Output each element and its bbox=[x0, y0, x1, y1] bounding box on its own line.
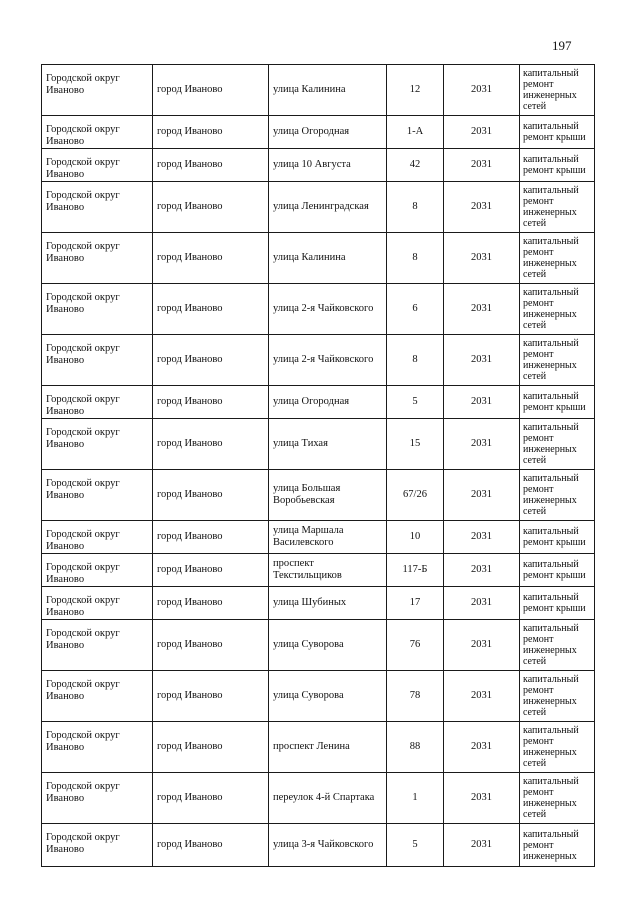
street-cell: проспект Текстильщиков bbox=[269, 554, 387, 587]
street-cell: улица 10 Августа bbox=[269, 149, 387, 182]
table-row bbox=[42, 335, 595, 386]
year-cell: 2031 bbox=[444, 65, 520, 116]
street-cell: улица Огородная bbox=[269, 116, 387, 149]
settlement-cell: город Иваново bbox=[153, 620, 269, 671]
table-row bbox=[42, 386, 595, 419]
year-cell: 2031 bbox=[444, 521, 520, 554]
year-cell: 2031 bbox=[444, 824, 520, 867]
street-cell: улица Тихая bbox=[269, 419, 387, 470]
settlement-cell: город Иваново bbox=[153, 182, 269, 233]
settlement-cell: город Иваново bbox=[153, 386, 269, 419]
house-number-cell: 10 bbox=[387, 521, 444, 554]
year-cell: 2031 bbox=[444, 554, 520, 587]
street-cell: улица Шубиных bbox=[269, 587, 387, 620]
repair-type-cell: капитальный ремонт инженерных сетей bbox=[520, 620, 595, 671]
area-cell: Городской округ Иваново bbox=[42, 419, 153, 470]
year-cell: 2031 bbox=[444, 671, 520, 722]
settlement-cell: город Иваново bbox=[153, 521, 269, 554]
house-number-cell: 67/26 bbox=[387, 470, 444, 521]
table-row bbox=[42, 521, 595, 554]
repair-type-cell: капитальный ремонт инженерных сетей bbox=[520, 335, 595, 386]
year-cell: 2031 bbox=[444, 284, 520, 335]
table-row bbox=[42, 722, 595, 773]
repair-type-cell: капитальный ремонт инженерных сетей bbox=[520, 671, 595, 722]
housing-repair-table bbox=[41, 64, 595, 867]
repair-type-cell: капитальный ремонт инженерных сетей bbox=[520, 470, 595, 521]
table-row bbox=[42, 149, 595, 182]
repair-type-cell: капитальный ремонт крыши bbox=[520, 587, 595, 620]
area-cell: Городской округ Иваново bbox=[42, 587, 153, 620]
repair-type-cell: капитальный ремонт крыши bbox=[520, 116, 595, 149]
table-row bbox=[42, 419, 595, 470]
repair-type-cell: капитальный ремонт инженерных сетей bbox=[520, 419, 595, 470]
area-cell: Городской округ Иваново bbox=[42, 116, 153, 149]
repair-type-cell: капитальный ремонт инженерных bbox=[520, 824, 595, 867]
repair-type-cell: капитальный ремонт крыши bbox=[520, 554, 595, 587]
year-cell: 2031 bbox=[444, 587, 520, 620]
settlement-cell: город Иваново bbox=[153, 587, 269, 620]
street-cell: проспект Ленина bbox=[269, 722, 387, 773]
house-number-cell: 8 bbox=[387, 182, 444, 233]
house-number-cell: 1 bbox=[387, 773, 444, 824]
repair-type-cell: капитальный ремонт инженерных сетей bbox=[520, 284, 595, 335]
area-cell: Городской округ Иваново bbox=[42, 773, 153, 824]
repair-type-cell: капитальный ремонт инженерных сетей bbox=[520, 773, 595, 824]
street-cell: улица Большая Воробьевская bbox=[269, 470, 387, 521]
area-cell: Городской округ Иваново bbox=[42, 470, 153, 521]
settlement-cell: город Иваново bbox=[153, 824, 269, 867]
year-cell: 2031 bbox=[444, 722, 520, 773]
year-cell: 2031 bbox=[444, 773, 520, 824]
area-cell: Городской округ Иваново bbox=[42, 824, 153, 867]
area-cell: Городской округ Иваново bbox=[42, 671, 153, 722]
area-cell: Городской округ Иваново bbox=[42, 386, 153, 419]
repair-type-cell: капитальный ремонт крыши bbox=[520, 521, 595, 554]
year-cell: 2031 bbox=[444, 620, 520, 671]
repair-type-cell: капитальный ремонт инженерных сетей bbox=[520, 182, 595, 233]
house-number-cell: 117-Б bbox=[387, 554, 444, 587]
year-cell: 2031 bbox=[444, 419, 520, 470]
settlement-cell: город Иваново bbox=[153, 65, 269, 116]
area-cell: Городской округ Иваново bbox=[42, 65, 153, 116]
area-cell: Городской округ Иваново bbox=[42, 335, 153, 386]
repair-type-cell: капитальный ремонт крыши bbox=[520, 386, 595, 419]
area-cell: Городской округ Иваново bbox=[42, 233, 153, 284]
settlement-cell: город Иваново bbox=[153, 722, 269, 773]
table-row bbox=[42, 182, 595, 233]
table-row bbox=[42, 284, 595, 335]
year-cell: 2031 bbox=[444, 335, 520, 386]
street-cell: улица 2-я Чайковского bbox=[269, 284, 387, 335]
repair-type-cell: капитальный ремонт инженерных сетей bbox=[520, 722, 595, 773]
repair-type-cell: капитальный ремонт инженерных сетей bbox=[520, 65, 595, 116]
settlement-cell: город Иваново bbox=[153, 773, 269, 824]
house-number-cell: 78 bbox=[387, 671, 444, 722]
house-number-cell: 5 bbox=[387, 824, 444, 867]
settlement-cell: город Иваново bbox=[153, 335, 269, 386]
house-number-cell: 8 bbox=[387, 233, 444, 284]
area-cell: Городской округ Иваново bbox=[42, 722, 153, 773]
settlement-cell: город Иваново bbox=[153, 419, 269, 470]
year-cell: 2031 bbox=[444, 386, 520, 419]
street-cell: улица Суворова bbox=[269, 671, 387, 722]
settlement-cell: город Иваново bbox=[153, 149, 269, 182]
settlement-cell: город Иваново bbox=[153, 671, 269, 722]
house-number-cell: 12 bbox=[387, 65, 444, 116]
house-number-cell: 8 bbox=[387, 335, 444, 386]
settlement-cell: город Иваново bbox=[153, 233, 269, 284]
street-cell: улица 2-я Чайковского bbox=[269, 335, 387, 386]
table-row bbox=[42, 824, 595, 867]
settlement-cell: город Иваново bbox=[153, 116, 269, 149]
table-row bbox=[42, 554, 595, 587]
house-number-cell: 5 bbox=[387, 386, 444, 419]
house-number-cell: 17 bbox=[387, 587, 444, 620]
street-cell: улица 3-я Чайковского bbox=[269, 824, 387, 867]
settlement-cell: город Иваново bbox=[153, 554, 269, 587]
area-cell: Городской округ Иваново bbox=[42, 554, 153, 587]
house-number-cell: 6 bbox=[387, 284, 444, 335]
street-cell: улица Огородная bbox=[269, 386, 387, 419]
table-row bbox=[42, 233, 595, 284]
house-number-cell: 42 bbox=[387, 149, 444, 182]
house-number-cell: 1-А bbox=[387, 116, 444, 149]
table-row bbox=[42, 116, 595, 149]
area-cell: Городской округ Иваново bbox=[42, 284, 153, 335]
settlement-cell: город Иваново bbox=[153, 470, 269, 521]
year-cell: 2031 bbox=[444, 116, 520, 149]
settlement-cell: город Иваново bbox=[153, 284, 269, 335]
year-cell: 2031 bbox=[444, 470, 520, 521]
street-cell: улица Калинина bbox=[269, 65, 387, 116]
table-row bbox=[42, 773, 595, 824]
street-cell: улица Суворова bbox=[269, 620, 387, 671]
street-cell: переулок 4-й Спартака bbox=[269, 773, 387, 824]
house-number-cell: 88 bbox=[387, 722, 444, 773]
street-cell: улица Маршала Василевского bbox=[269, 521, 387, 554]
house-number-cell: 15 bbox=[387, 419, 444, 470]
page-number: 197 bbox=[552, 38, 572, 53]
area-cell: Городской округ Иваново bbox=[42, 620, 153, 671]
house-number-cell: 76 bbox=[387, 620, 444, 671]
table-row bbox=[42, 65, 595, 116]
table-row bbox=[42, 671, 595, 722]
area-cell: Городской округ Иваново bbox=[42, 149, 153, 182]
table-row bbox=[42, 587, 595, 620]
street-cell: улица Ленинградская bbox=[269, 182, 387, 233]
repair-type-cell: капитальный ремонт крыши bbox=[520, 149, 595, 182]
street-cell: улица Калинина bbox=[269, 233, 387, 284]
table-row bbox=[42, 470, 595, 521]
table-row bbox=[42, 620, 595, 671]
year-cell: 2031 bbox=[444, 182, 520, 233]
area-cell: Городской округ Иваново bbox=[42, 521, 153, 554]
year-cell: 2031 bbox=[444, 233, 520, 284]
area-cell: Городской округ Иваново bbox=[42, 182, 153, 233]
repair-type-cell: капитальный ремонт инженерных сетей bbox=[520, 233, 595, 284]
year-cell: 2031 bbox=[444, 149, 520, 182]
